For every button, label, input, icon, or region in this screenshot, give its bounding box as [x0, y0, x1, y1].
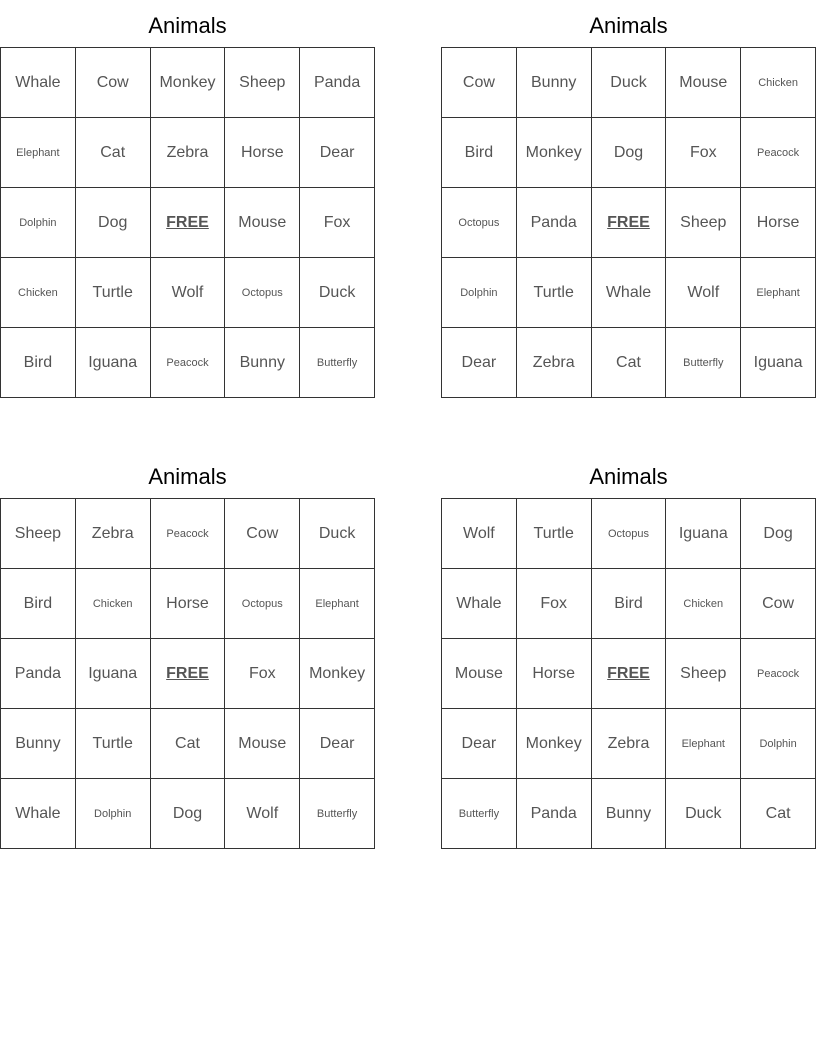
bingo-cell: Monkey: [517, 118, 592, 188]
bingo-grid: [0, 498, 375, 849]
bingo-cell: Elephant: [741, 258, 816, 328]
bingo-cell: Turtle: [76, 709, 151, 779]
bingo-cell: Monkey: [300, 639, 375, 709]
bingo-cell: Whale: [592, 258, 667, 328]
bingo-cell: Zebra: [76, 499, 151, 569]
bingo-cell: Peacock: [151, 499, 226, 569]
bingo-cell: Monkey: [517, 709, 592, 779]
bingo-cell: Iguana: [741, 328, 816, 398]
bingo-cell: Dear: [442, 709, 517, 779]
bingo-cell: Zebra: [592, 709, 667, 779]
bingo-cell: Whale: [1, 48, 76, 118]
bingo-grid: [441, 498, 816, 849]
bingo-cell: Fox: [300, 188, 375, 258]
card-title: Animals: [589, 464, 668, 489]
bingo-cell: Iguana: [76, 639, 151, 709]
bingo-cell: Fox: [517, 569, 592, 639]
bingo-cell: Dolphin: [76, 779, 151, 849]
bingo-cell: Mouse: [442, 639, 517, 709]
bingo-cell: Duck: [300, 258, 375, 328]
bingo-cell: Zebra: [517, 328, 592, 398]
bingo-cell: Cat: [592, 328, 667, 398]
bingo-cell: Panda: [517, 188, 592, 258]
bingo-cell: Chicken: [741, 48, 816, 118]
card-title: Animals: [589, 13, 668, 38]
bingo-cell: Octopus: [225, 258, 300, 328]
bingo-cell: Dog: [151, 779, 226, 849]
card-title: Animals: [148, 464, 227, 489]
bingo-cell: Wolf: [151, 258, 226, 328]
bingo-cell: Sheep: [225, 48, 300, 118]
bingo-cell: Butterfly: [300, 779, 375, 849]
bingo-cell: Horse: [225, 118, 300, 188]
bingo-cell: Dolphin: [1, 188, 76, 258]
bingo-cell: Mouse: [666, 48, 741, 118]
bingo-cell: Iguana: [76, 328, 151, 398]
card-title: Animals: [148, 13, 227, 38]
bingo-cell: Dear: [300, 118, 375, 188]
bingo-cell: Bunny: [1, 709, 76, 779]
bingo-cell: Duck: [300, 499, 375, 569]
bingo-cell: Dog: [76, 188, 151, 258]
bingo-cell: Octopus: [225, 569, 300, 639]
bingo-cell: Cat: [741, 779, 816, 849]
bingo-cell: Cow: [225, 499, 300, 569]
bingo-cell: Wolf: [666, 258, 741, 328]
bingo-cell: Bird: [1, 328, 76, 398]
bingo-cell: Dolphin: [741, 709, 816, 779]
bingo-cell: Turtle: [517, 258, 592, 328]
bingo-cell: Horse: [151, 569, 226, 639]
bingo-cell: Mouse: [225, 188, 300, 258]
bingo-grid: [0, 47, 375, 398]
bingo-cell: Sheep: [666, 188, 741, 258]
bingo-cell: Chicken: [1, 258, 76, 328]
bingo-cell: Bunny: [517, 48, 592, 118]
bingo-cell: Monkey: [151, 48, 226, 118]
bingo-cell: Sheep: [1, 499, 76, 569]
bingo-cell: Panda: [1, 639, 76, 709]
free-space-cell: FREE: [592, 188, 667, 258]
bingo-cell: Cat: [76, 118, 151, 188]
bingo-cell: Bird: [592, 569, 667, 639]
bingo-cell: Fox: [666, 118, 741, 188]
bingo-cell: Peacock: [151, 328, 226, 398]
bingo-cell: Chicken: [666, 569, 741, 639]
bingo-cell: Dolphin: [442, 258, 517, 328]
bingo-cell: Bird: [442, 118, 517, 188]
bingo-cell: Dog: [741, 499, 816, 569]
bingo-cell: Cow: [76, 48, 151, 118]
bingo-cell: Butterfly: [442, 779, 517, 849]
free-space-cell: FREE: [592, 639, 667, 709]
bingo-cell: Butterfly: [666, 328, 741, 398]
bingo-cell: Octopus: [592, 499, 667, 569]
bingo-cell: Bunny: [225, 328, 300, 398]
bingo-cell: Wolf: [442, 499, 517, 569]
bingo-cell: Peacock: [741, 639, 816, 709]
bingo-cell: Dear: [300, 709, 375, 779]
bingo-cell: Octopus: [442, 188, 517, 258]
bingo-cell: Sheep: [666, 639, 741, 709]
bingo-cell: Peacock: [741, 118, 816, 188]
bingo-cell: Wolf: [225, 779, 300, 849]
bingo-cell: Dog: [592, 118, 667, 188]
bingo-cell: Duck: [666, 779, 741, 849]
bingo-cell: Chicken: [76, 569, 151, 639]
bingo-cell: Horse: [517, 639, 592, 709]
bingo-cell: Elephant: [1, 118, 76, 188]
bingo-grid: [441, 47, 816, 398]
bingo-cell: Bird: [1, 569, 76, 639]
bingo-cell: Panda: [517, 779, 592, 849]
bingo-cell: Butterfly: [300, 328, 375, 398]
free-space-cell: FREE: [151, 639, 226, 709]
bingo-cell: Elephant: [300, 569, 375, 639]
bingo-cell: Mouse: [225, 709, 300, 779]
bingo-cell: Turtle: [76, 258, 151, 328]
bingo-cell: Bunny: [592, 779, 667, 849]
bingo-cell: Zebra: [151, 118, 226, 188]
bingo-cell: Iguana: [666, 499, 741, 569]
bingo-cell: Turtle: [517, 499, 592, 569]
free-space-cell: FREE: [151, 188, 226, 258]
bingo-cell: Whale: [442, 569, 517, 639]
bingo-cell: Elephant: [666, 709, 741, 779]
bingo-cell: Cow: [741, 569, 816, 639]
bingo-cell: Fox: [225, 639, 300, 709]
bingo-cell: Cow: [442, 48, 517, 118]
bingo-cell: Panda: [300, 48, 375, 118]
bingo-cell: Dear: [442, 328, 517, 398]
bingo-cell: Horse: [741, 188, 816, 258]
bingo-cell: Duck: [592, 48, 667, 118]
bingo-cell: Whale: [1, 779, 76, 849]
bingo-cell: Cat: [151, 709, 226, 779]
